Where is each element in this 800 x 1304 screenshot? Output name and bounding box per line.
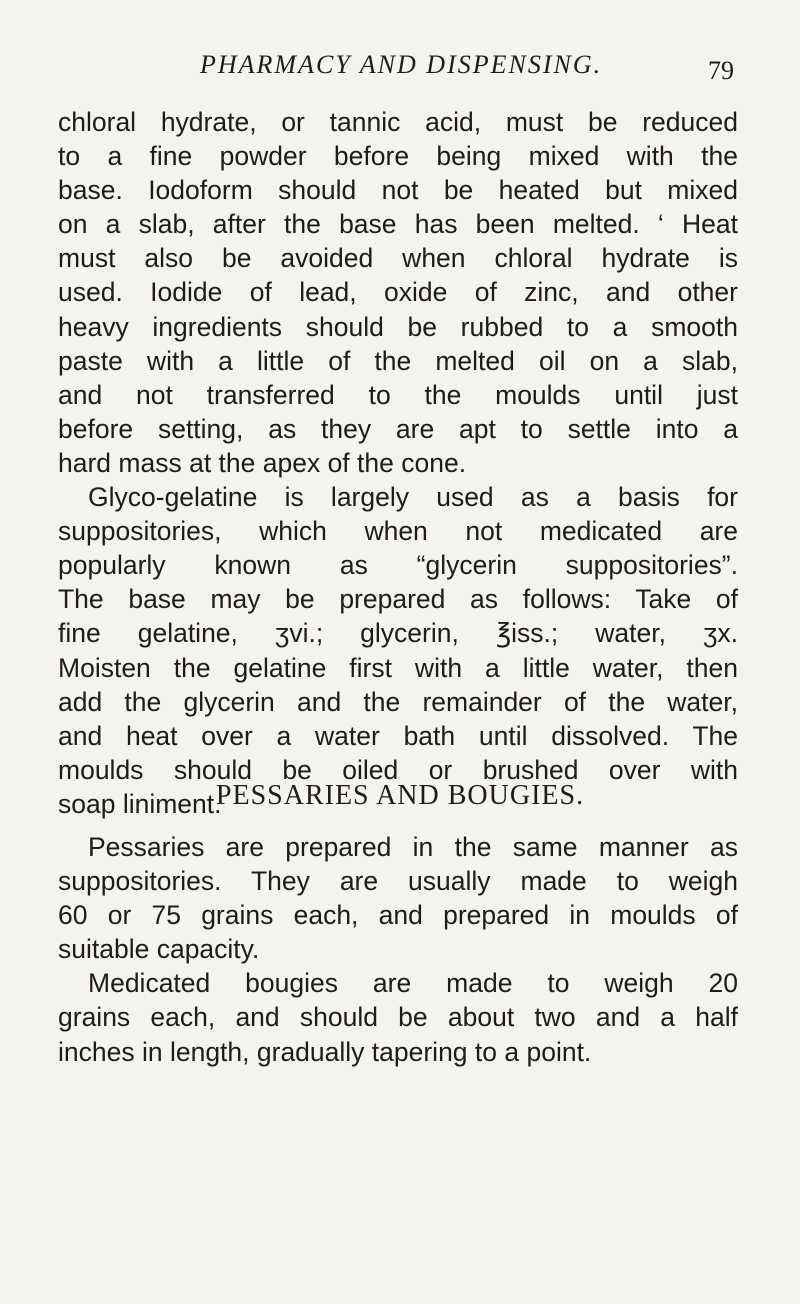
paragraph [58, 105, 738, 480]
text-line: and heat over a water bath until dissolved. The [58, 720, 738, 751]
page-number: 79 [708, 56, 734, 85]
text-line: Pessaries are prepared in the same manner as [88, 832, 738, 862]
running-head: PHARMACY AND DISPENSING. [200, 50, 603, 79]
body-text-after-heading [58, 830, 738, 1069]
text-line: heavy ingredients should be rubbed to a smooth [58, 311, 738, 342]
text-line: Glyco-gelatine is largely used as a basis for [88, 482, 738, 513]
paragraph [58, 480, 738, 821]
text-line: chloral hydrate, or tannic acid, must be reduced [58, 107, 738, 137]
text-line: suitable capacity. [58, 934, 260, 965]
text-line: must also be avoided when chloral hydrate is [58, 243, 738, 274]
text-line: suppositories, which when not medicated are [58, 516, 738, 547]
section-heading: PESSARIES AND BOUGIES. [215, 780, 585, 811]
text-line: paste with a little of the melted oil on a slab, [58, 345, 738, 376]
text-line: soap liniment. [58, 788, 222, 819]
text-line: inches in length, gradually tapering to a point. [58, 1036, 592, 1067]
text-line: and not transferred to the moulds until just [58, 379, 738, 410]
text-line: Medicated bougies are made to weigh 20 [88, 968, 738, 999]
text-line: Moisten the gelatine first with a little water, then [58, 652, 738, 683]
text-line: moulds should be oiled or brushed over with [58, 754, 738, 785]
text-line: The base may be prepared as follows: Take of [58, 584, 738, 615]
text-line: 60 or 75 grains each, and prepared in moulds of [58, 900, 738, 931]
text-line: before setting, as they are apt to settle into a [58, 413, 738, 444]
text-line: hard mass at the apex of the cone. [58, 447, 467, 478]
body-text-before-heading [58, 105, 738, 821]
text-line: to a fine powder before being mixed with the [58, 141, 738, 172]
text-line: popularly known as “glycerin suppositories”. [58, 550, 738, 581]
paragraph [58, 830, 738, 966]
text-line: used. Iodide of lead, oxide of zinc, and other [58, 277, 738, 308]
text-line: base. Iodoform should not be heated but mixed [58, 175, 738, 206]
text-line: grains each, and should be about two and a half [58, 1002, 738, 1033]
text-line: suppositories. They are usually made to weigh [58, 866, 738, 897]
text-line: add the glycerin and the remainder of the water, [58, 686, 738, 717]
text-line: on a slab, after the base has been melted. ‘ Heat [58, 209, 738, 240]
text-line: fine gelatine, ʒvi.; glycerin, ℥iss.; water, ʒx. [58, 618, 738, 649]
paragraph [58, 966, 738, 1068]
